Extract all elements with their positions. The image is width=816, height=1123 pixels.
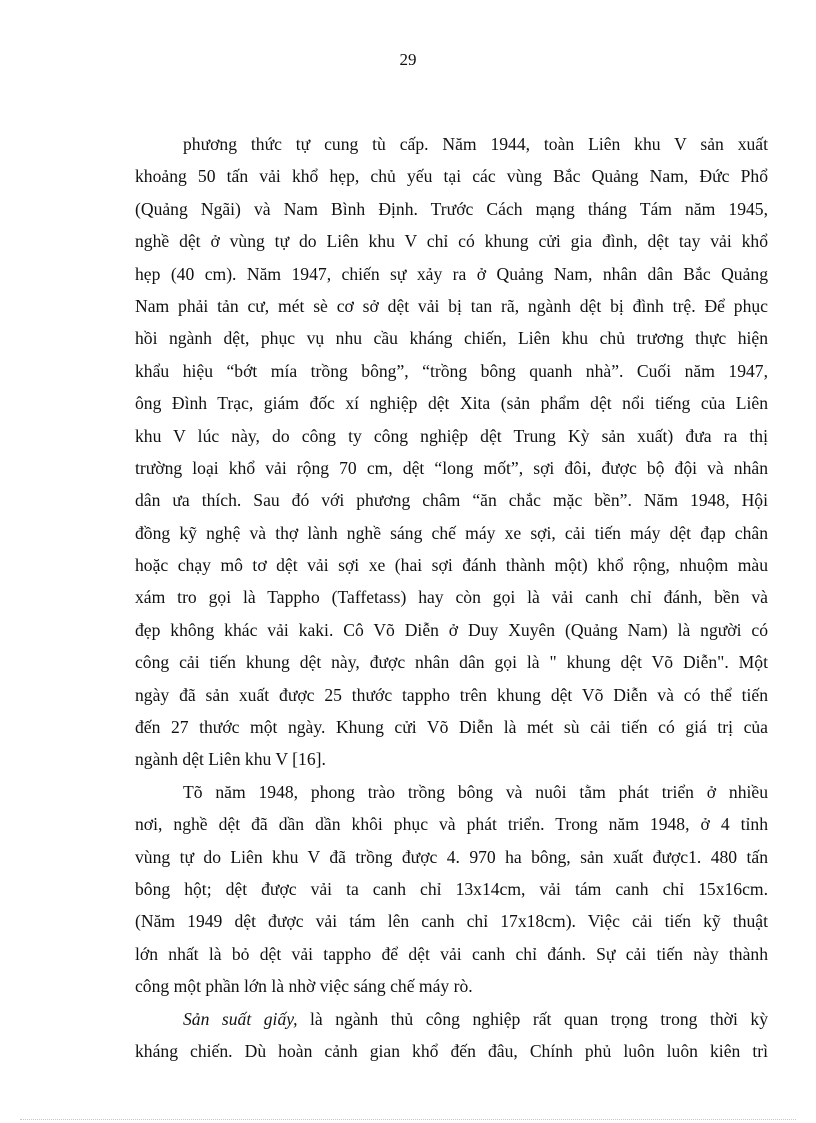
page-bottom-divider [20, 1119, 796, 1120]
paragraph-2-line: nơi, nghề dệt đã dần dần khôi phục và phát triển. Trong năm 1948, ở 4 tỉnh [135, 814, 768, 835]
paragraph-1-line: Nam phải tản cư, mét sè cơ sở dệt vải bị tan rã, ngành dệt bị đình trệ. Để phục [135, 295, 768, 316]
document-body [135, 128, 768, 1067]
paragraph-1-line: xám tro gọi là Tappho (Taffetass) hay còn gọi là vải canh chỉ đánh, bền và [135, 587, 768, 608]
paragraph-2-line: lớn nhất là bỏ dệt vải tappho để dệt vải canh chỉ đánh. Sự cải tiến này thành [135, 943, 768, 964]
paragraph-1-line: khẩu hiệu “bớt mía trồng bông”, “trồng bông quanh nhà”. Cuối năm 1947, [135, 360, 768, 381]
paragraph-1-line: trường loại khổ vải rộng 70 cm, dệt “long mốt”, sợi đôi, được bộ đội và nhân [135, 457, 768, 478]
paragraph-1-line: hẹp (40 cm). Năm 1947, chiến sự xảy ra ở Quảng Nam, nhân dân Bắc Quảng [135, 263, 768, 284]
paragraph-3-line [135, 1003, 768, 1035]
paragraph-3-line: kháng chiến. Dù hoàn cảnh gian khổ đến đâu, Chính phủ luôn luôn kiên trì [135, 1040, 768, 1061]
paragraph-2-line: vùng tự do Liên khu V đã trồng được 4. 970 ha bông, sản xuất được1. 480 tấn [135, 846, 768, 867]
paragraph-1-line: ngành dệt Liên khu V [16]. [135, 749, 326, 770]
paragraph-1-line: công cải tiến khung dệt này, được nhân dân gọi là " khung dệt Võ Diễn". Một [135, 652, 768, 673]
paragraph-2-line: bông hột; dệt được vải ta canh chỉ 13x14cm, vải tám canh chỉ 15x16cm. [135, 878, 768, 899]
paragraph-1-line: hoặc chạy mô tơ dệt vải sợi xe (hai sợi đánh thành một) khổ rộng, nhuộm màu [135, 555, 768, 576]
paragraph-1-line: phương thức tự cung tù cấp. Năm 1944, toàn Liên khu V sản xuất [183, 134, 768, 154]
paragraph-1-line: hồi ngành dệt, phục vụ nhu cầu kháng chiến, Liên khu chủ trương thực hiện [135, 328, 768, 349]
paragraph-3-line-text: là ngành thủ công nghiệp rất quan trọng trong thời kỳ [297, 1008, 768, 1029]
paragraph-1-line: (Quảng Ngãi) và Nam Bình Định. Trước Cách mạng tháng Tám năm 1945, [135, 198, 768, 219]
paragraph-1-line: đẹp không khác vải kaki. Cô Võ Diễn ở Duy Xuyên (Quảng Nam) là người có [135, 619, 768, 640]
paragraph-2-line: (Năm 1949 dệt được vải tám lên canh chỉ 17x18cm). Việc cải tiến kỹ thuật [135, 911, 768, 932]
paragraph-2-line: công một phần lớn là nhờ việc sáng chế máy rò. [135, 976, 473, 997]
paper-production-heading: Sản suất giấy, [183, 1008, 298, 1029]
paragraph-1-line: nghề dệt ở vùng tự do Liên khu V chỉ có khung cửi gia đình, dệt tay vải khổ [135, 231, 768, 252]
page-number: 29 [399, 50, 417, 69]
paragraph-1-line: ngày đã sản xuất được 25 thước tappho trên khung dệt Võ Diễn và có thể tiến [135, 684, 768, 705]
paragraph-2-line: Tõ năm 1948, phong trào trồng bông và nuôi tằm phát triển ở nhiều [183, 781, 768, 802]
paragraph-1-line: ông Đình Trạc, giám đốc xí nghiệp dệt Xita (sản phẩm dệt nổi tiếng của Liên [135, 393, 768, 414]
paragraph-1-line: đến 27 thước một ngày. Khung cửi Võ Diễn là mét sù cải tiến có giá trị của [135, 717, 768, 738]
paragraph-1-line: khoảng 50 tấn vải khổ hẹp, chủ yếu tại các vùng Bắc Quảng Nam, Đức Phổ [135, 166, 768, 187]
paragraph-1-line: đồng kỹ nghệ và thợ lành nghề sáng chế máy xe sợi, cải tiến máy dệt đạp chân [135, 522, 768, 543]
paragraph-1-line: dân ưa thích. Sau đó với phương châm “ăn chắc mặc bền”. Năm 1948, Hội [135, 490, 768, 511]
paragraph-1-line: khu V lúc này, do công ty công nghiệp dệt Trung Kỳ sản xuất) đưa ra thị [135, 425, 768, 446]
